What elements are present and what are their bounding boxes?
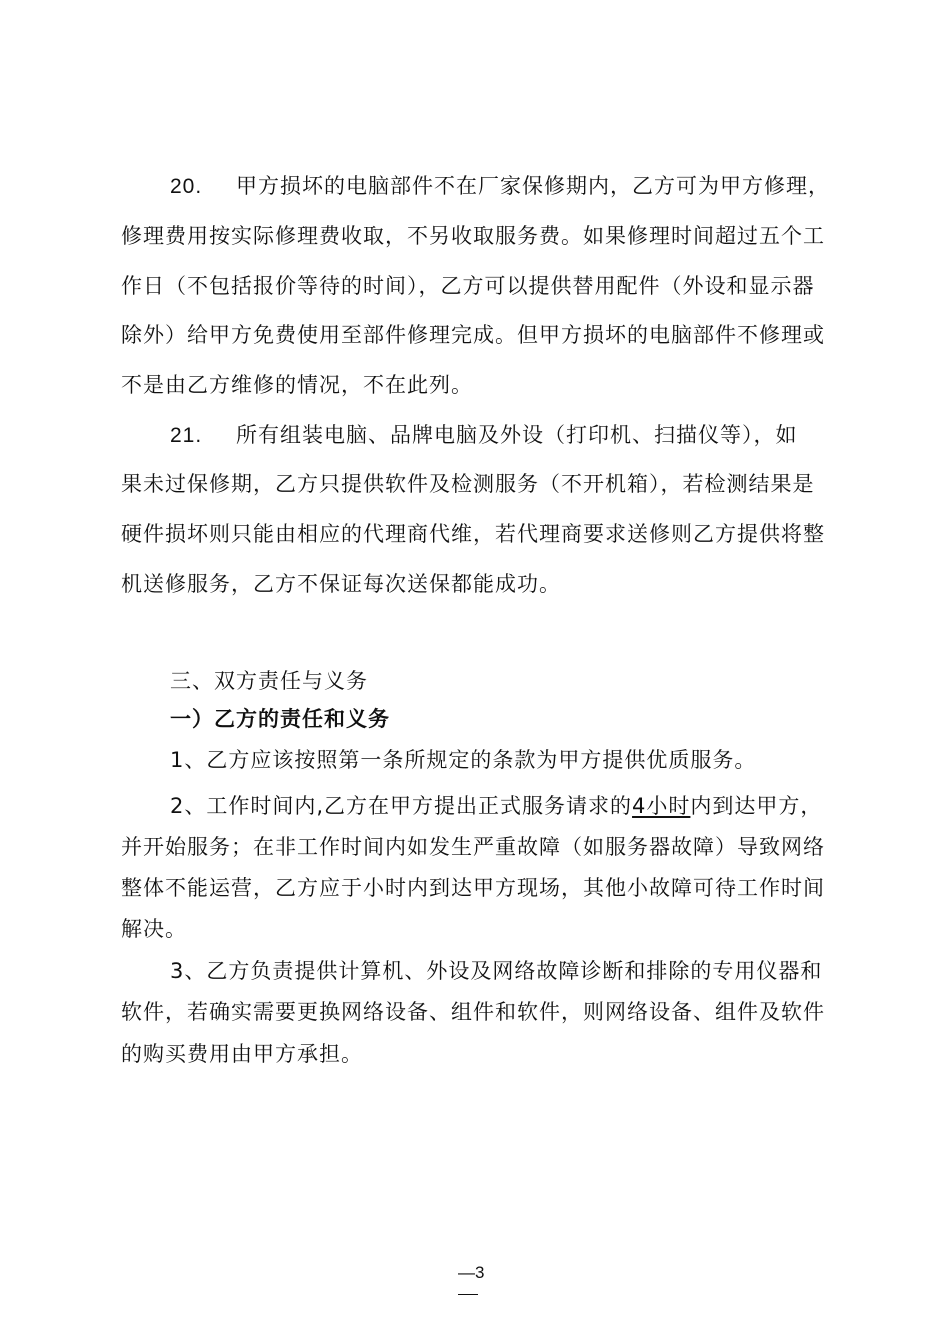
item-2-line-1 [170, 792, 890, 820]
clause-20-text-1: 甲方损坏的电脑部件不在厂家保修期内，乙方可为甲方修理， [236, 174, 830, 198]
item-3-line-3: 的购买费用由甲方承担。 [121, 1042, 363, 1066]
clause-21-text-1: 所有组装电脑、品牌电脑及外设（打印机、扫描仪等），如 [236, 423, 798, 447]
page-number-divider [458, 1294, 478, 1295]
item-2-line-4: 解决。 [121, 917, 187, 941]
clause-21-line-2: 果未过保修期，乙方只提供软件及检测服务（不开机箱），若检测结果是 [121, 472, 815, 496]
item-2-line-3: 整体不能运营，乙方应于小时内到达甲方现场，其他小故障可待工作时间 [121, 876, 825, 900]
page-number: —3 [458, 1263, 485, 1282]
clause-21-line-1 [170, 421, 890, 450]
clause-21-number: 21. [170, 424, 203, 447]
item-2-time-emphasis: 4小时 [632, 794, 691, 818]
clause-20-line-2: 修理费用按实际修理费收取，不另收取服务费。如果修理时间超过五个工 [121, 224, 825, 248]
clause-20-line-4: 除外）给甲方免费使用至部件修理完成。但甲方损坏的电脑部件不修理或 [121, 323, 825, 347]
item-2-text-post: 内到达甲方， [690, 794, 823, 818]
clause-21-line-4: 机送修服务，乙方不保证每次送保都能成功。 [121, 572, 561, 596]
clause-20-line-1 [170, 172, 890, 201]
clause-20-line-3: 作日（不包括报价等待的时间），乙方可以提供替用配件（外设和显示器 [121, 274, 815, 298]
item-1: 1、乙方应该按照第一条所规定的条款为甲方提供优质服务。 [170, 748, 757, 772]
item-3-line-1: 3、乙方负责提供计算机、外设及网络故障诊断和排除的专用仪器和 [170, 959, 823, 983]
item-2-text-pre: 2、工作时间内,乙方在甲方提出正式服务请求的 [170, 794, 633, 818]
section-heading: 三、双方责任与义务 [170, 669, 368, 693]
item-3-line-2: 软件，若确实需要更换网络设备、组件和软件，则网络设备、组件及软件 [121, 1000, 825, 1024]
clause-21-line-3: 硬件损坏则只能由相应的代理商代维，若代理商要求送修则乙方提供将整 [121, 522, 825, 546]
clause-20-number: 20. [170, 175, 203, 198]
section-subheading: 一）乙方的责任和义务 [170, 707, 390, 731]
item-2-line-2: 并开始服务；在非工作时间内如发生严重故障（如服务器故障）导致网络 [121, 835, 825, 859]
clause-20-line-5: 不是由乙方维修的情况，不在此列。 [121, 373, 473, 397]
